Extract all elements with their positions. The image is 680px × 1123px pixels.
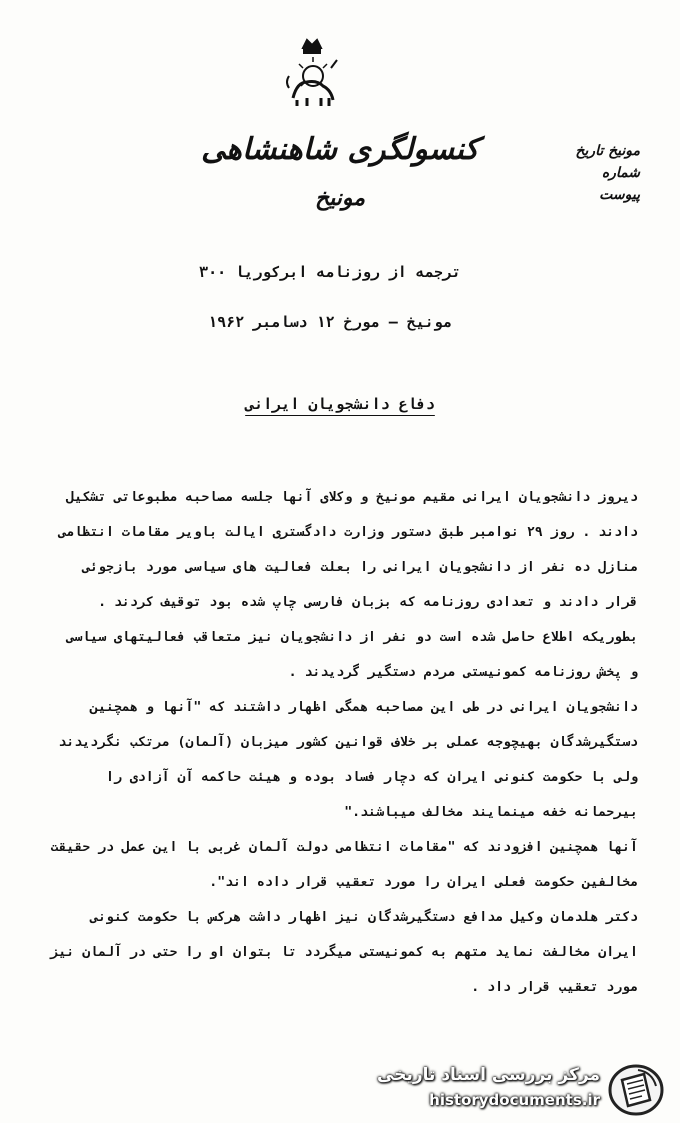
body-line: قرار دادند و تعدادی روزنامه که بزبان فارسی چاپ شده بود توقیف کردند . [98,595,638,610]
body-line: آنها همچنین افزودند که "مقامات انتظامی دولت آلمان غربی با این عمل در حقیقت [50,840,638,855]
body-line: مورد تعقیب قرار داد . [471,980,638,995]
body-line: منازل ده نفر از دانشجویان ایرانی را بعلت فعالیت های سیاسی مورد بازجوئی [82,560,638,575]
body-line: بطوریکه اطلاع حاصل شده است دو نفر از دانشجویان نیز متعاقب فعالیتهای سیاسی [66,630,638,645]
letterhead-city: مونیخ [314,185,366,211]
document-body [38,480,638,1005]
date-field-label: مونیخ تاریخ [575,143,640,159]
body-line: ایران مخالفت نماید متهم به کمونیستی میگردد تا بتوان او را حتی در آلمان نیز [50,945,638,960]
watermark-name: مرکز بررسی اسناد تاریخی [377,1065,600,1085]
body-line: بیرحمانه خفه مینمایند مخالف میباشند." [344,805,638,820]
letterhead-title: کنسولگری شاهنشاهی [201,132,479,167]
body-line: مخالفین حکومت فعلی ایران را مورد تعقیب قرار داده اند". [209,875,638,890]
watermark [377,1062,670,1118]
document-logo-icon [608,1064,664,1116]
attachment-field-label: پیوست [599,187,640,203]
body-line: دانشجویان ایرانی در طی این مصاحبه همگی اظهار داشتند که "آنها و همچنین [90,700,638,715]
document-heading: دفاع دانشجویان ایرانی [245,395,435,413]
body-line: دستگیرشدگان بهیچوجه عملی بر خلاف قوانین کشور میزبان (آلمان) مرتکب نگردیدند [58,735,638,750]
translation-source-line: ترجمه از روزنامه ابرکوریا ۳۰۰ [199,263,461,281]
reference-fields [575,140,640,206]
number-field-label: شماره [601,165,640,181]
lion-and-sun-emblem [283,38,341,110]
date-line: مونیخ — مورخ ۱۲ دسامبر ۱۹۶۲ [208,313,452,331]
body-line: دادند . روز ۲۹ نوامبر طبق دستور وزارت دادگستری ایالت باویر مقامات انتظامی [58,525,638,540]
body-line: دکتر هلدمان وکیل مدافع دستگیرشدگان نیز اظهار داشت هرکس با حکومت کنونی [90,910,638,925]
body-line: ولی با حکومت کنونی ایران که دچار فساد بوده و هیئت حاکمه آن آزادی را [106,770,638,785]
watermark-url: historydocuments.ir [429,1091,600,1109]
body-line: و پخش روزنامه کمونیستی مردم دستگیر گردیدند . [288,665,638,680]
body-line: دیروز دانشجویان ایرانی مقیم مونیخ و وکلای آنها جلسه مصاحبه مطبوعاتی تشکیل [66,490,638,505]
